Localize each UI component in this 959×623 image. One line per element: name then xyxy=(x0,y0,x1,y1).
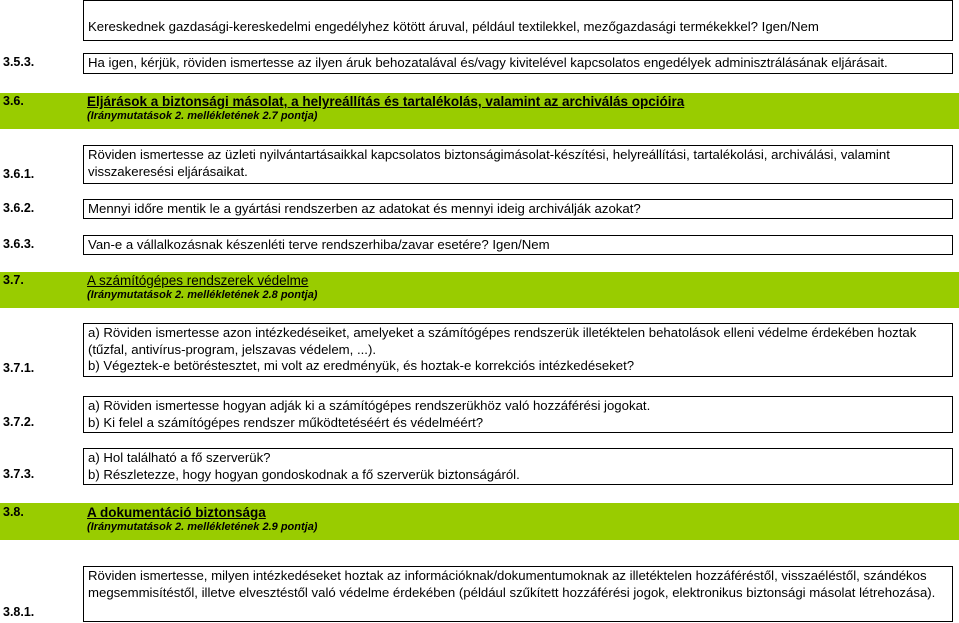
question-number: 3.7.1. xyxy=(3,361,35,375)
question-number: 3.6.3. xyxy=(3,237,35,251)
question-text: Röviden ismertesse az üzleti nyilvántartásaikkal kapcsolatos biztonságimásolat-készítési, helyreállítási, tartalékolási, archiválási, valamint visszakeresési eljárásaikat. xyxy=(88,147,890,179)
question-text: Röviden ismertesse, milyen intézkedéseket hoztak az információknak/dokumentumoknak az illetéktelen hozzáféréstől, visszaéléstől, szándékos megsemmisítéstől, illetve elvesztéstől való védelme érdekében (például szűkített hozzáférési jogok, elektronikus biztonsági másolat létrehozása). xyxy=(88,568,936,600)
section-header xyxy=(0,503,959,540)
question-text: Mennyi időre mentik le a gyártási rendszerben az adatokat és mennyi ideig archiválják azokat? xyxy=(88,201,641,216)
question-number: 3.8.1. xyxy=(3,605,35,619)
question-box[interactable] xyxy=(83,0,953,41)
section-subtitle: (Iránymutatások 2. mellékletének 2.8 pontja) xyxy=(87,289,318,301)
question-number: 3.6.1. xyxy=(3,167,35,181)
question-text-a: a) Röviden ismertesse hogyan adják ki a számítógépes rendszerükhöz való hozzáférési jogokat. xyxy=(88,398,651,413)
question-number: 3.7.2. xyxy=(3,415,35,429)
section-number: 3.6. xyxy=(3,94,24,108)
section-header xyxy=(0,272,959,308)
section-subtitle: (Iránymutatások 2. mellékletének 2.7 pontja) xyxy=(87,110,318,122)
question-box[interactable] xyxy=(83,53,953,74)
question-text-a: a) Röviden ismertesse azon intézkedéseiket, amelyeket a számítógépes rendszerük illetéktelen behatolások elleni védelme érdekében hoztak (tűzfal, antivírus-program, jelszavas védelem, ...). xyxy=(88,325,917,357)
question-box[interactable] xyxy=(83,448,953,485)
question-number: 3.5.3. xyxy=(3,55,35,69)
question-text-b: b) Végeztek-e betöréstesztet, mi volt az eredményük, és hoztak-e korrekciós intézkedéseket? xyxy=(88,358,635,373)
question-text: Kereskednek gazdasági-kereskedelmi engedélyhez kötött áruval, például textilekkel, mezőgazdasági termékekkel? Igen/Nem xyxy=(88,19,819,34)
question-number: 3.7.3. xyxy=(3,467,35,481)
question-box[interactable] xyxy=(83,235,953,255)
section-number: 3.8. xyxy=(3,505,24,519)
section-title: A dokumentáció biztonsága xyxy=(87,505,266,520)
question-text-a: a) Hol található a fő szerverük? xyxy=(88,450,271,465)
question-box[interactable] xyxy=(83,199,953,219)
question-text: Van-e a vállalkozásnak készenléti terve rendszerhiba/zavar esetére? Igen/Nem xyxy=(88,237,550,252)
question-box[interactable] xyxy=(83,145,953,184)
section-title xyxy=(87,272,308,289)
section-subtitle: (Iránymutatások 2. mellékletének 2.9 pontja) xyxy=(87,521,318,533)
question-text-b: b) Ki felel a számítógépes rendszer működtetéséért és védelméért? xyxy=(88,414,484,430)
section-number: 3.7. xyxy=(3,273,24,287)
section-header xyxy=(0,93,959,129)
question-number: 3.6.2. xyxy=(3,201,35,215)
question-box[interactable] xyxy=(83,323,953,377)
question-box[interactable] xyxy=(83,396,953,433)
section-title-text: A számítógépes rendszerek védelme xyxy=(87,273,309,288)
question-text-b: b) Részletezze, hogy hogyan gondoskodnak a fő szerverük biztonságáról. xyxy=(88,466,520,482)
section-title: Eljárások a biztonsági másolat, a helyreállítás és tartalékolás, valamint az archiválás opcióira xyxy=(87,94,685,109)
question-text: Ha igen, kérjük, röviden ismertesse az ilyen áruk behozatalával és/vagy kivitelével kapcsolatos engedélyek adminisztrálásának eljárásait. xyxy=(88,55,888,70)
question-box[interactable] xyxy=(83,566,953,622)
